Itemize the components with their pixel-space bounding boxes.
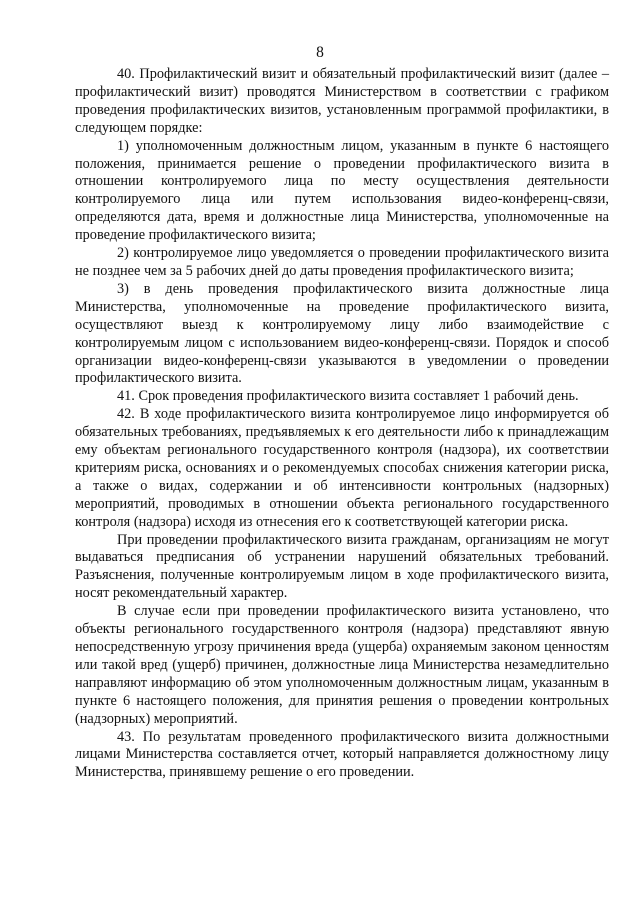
paragraph-40-item-1: 1) уполномоченным должностным лицом, указанным в пункте 6 настоящего положения, принимается решение о проведении профилактического визита в отношении контролируемого лица по месту осуществления деятельности контролируемого лица или путем использования видео-конференц-связи, определяются дата, время и должностные лица Министерства, уполномоченные на проведение профилактического визита;: [75, 137, 609, 244]
paragraph-42: 42. В ходе профилактического визита контролируемое лицо информируется об обязательных требованиях, предъявляемых к его деятельности либо к принадлежащим ему объектам регионального государственного контроля (надзора), их соответствии критериям риска, основаниях и о рекомендуемых способах снижения категории риска, а также о видах, содержании и об интенсивности контрольных (надзорных) мероприятий, проводимых в отношении объекта регионального государственного контроля (надзора) исходя из отнесения его к соответствующей категории риска.: [75, 406, 609, 530]
page-number: 8: [316, 44, 324, 61]
paragraph-43: 43. По результатам проведенного профилактического визита должностными лицами Министерства составляется отчет, который направляется должностному лицу Министерства, принявшему решение о его проведении.: [75, 728, 609, 781]
paragraph-42-prescriptions: При проведении профилактического визита гражданам, организациям не могут выдаваться предписания об устранении нарушений обязательных требований. Разъяснения, полученные контролируемым лицом в ходе профилактического визита, носят рекомендательный характер.: [75, 531, 609, 602]
paragraph-40: 40. Профилактический визит и обязательный профилактический визит (далее – профилактический визит) проводятся Министерством в соответствии с графиком проведения профилактических визитов, установленным программой профилактики, в следующем порядке:: [75, 66, 609, 136]
paragraph-40-item-3: 3) в день проведения профилактического визита должностные лица Министерства, уполномоченные на проведение профилактического визита, осуществляют выезд к контролируемому лицу либо взаимодействие с контролируемым лицом с использованием видео-конференц-связи. Порядок и способ организации видео-конференц-связи указываются в уведомлении о проведении профилактического визита.: [75, 280, 609, 387]
paragraph-41: 41. Срок проведения профилактического визита составляет 1 рабочий день.: [117, 388, 579, 405]
document-body: [75, 66, 609, 782]
paragraph-40-item-2: 2) контролируемое лицо уведомляется о проведении профилактического визита не позднее чем за 5 рабочих дней до даты проведения профилактического визита;: [75, 245, 609, 279]
paragraph-42-threat-case: В случае если при проведении профилактического визита установлено, что объекты регионального государственного контроля (надзора) представляют явную непосредственную угрозу причинения вреда (ущерба) охраняемым законом ценностям или такой вред (ущерб) причинен, должностные лица Министерства незамедлительно направляют информацию об этом уполномоченным должностным лицам, указанным в пункте 6 настоящего положения, для принятия решения о проведении контрольных (надзорных) мероприятий.: [75, 603, 609, 727]
